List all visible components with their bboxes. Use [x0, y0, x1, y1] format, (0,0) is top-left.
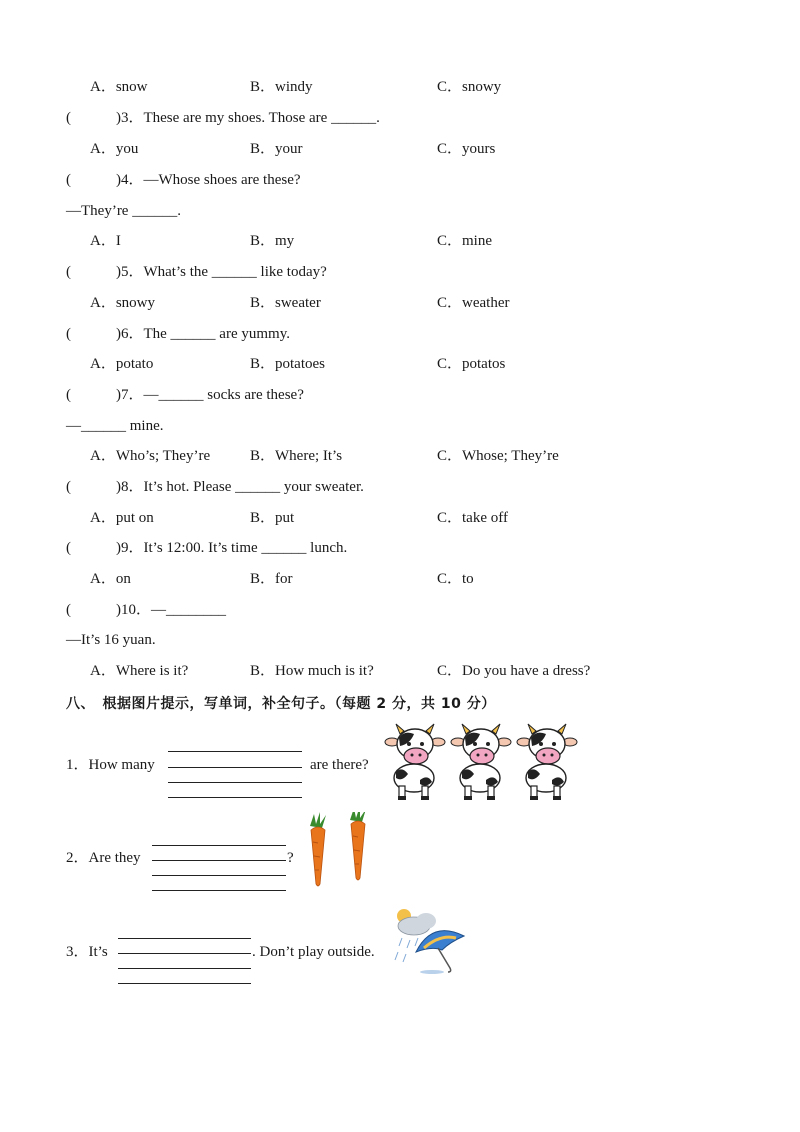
option-a: A．Who’s; They’re	[90, 448, 211, 464]
option-c: C．snowy	[437, 79, 502, 95]
option-c: C．to	[437, 571, 474, 587]
cow-icon	[517, 724, 577, 800]
writing-line[interactable]	[152, 890, 286, 891]
option-b: B．my	[250, 233, 295, 249]
writing-line[interactable]	[168, 767, 302, 768]
option-c: C．weather	[437, 295, 510, 311]
option-b: B．your	[250, 141, 303, 157]
option-b: B．put	[250, 510, 295, 526]
option-b: B．How much is it?	[250, 663, 374, 679]
option-a: A．on	[90, 571, 131, 587]
fill-item-1-suffix: are there?	[310, 757, 369, 773]
option-b: B．for	[250, 571, 293, 587]
carrots-picture	[302, 812, 374, 890]
writing-line[interactable]	[168, 797, 302, 798]
rain-icon	[395, 938, 418, 962]
umbrella-icon	[416, 931, 464, 972]
option-c: C．potatos	[437, 356, 506, 372]
question-stem-10: ( )10．—________	[66, 602, 226, 618]
option-a: A．I	[90, 233, 121, 249]
option-a: A．snow	[90, 79, 148, 95]
writing-line[interactable]	[118, 953, 251, 954]
section-heading: 八、 根据图片提示，写单词，补全句子。（每题 2 分，共 10 分）	[66, 696, 496, 712]
carrot-icon	[310, 812, 326, 886]
writing-line[interactable]	[168, 751, 302, 752]
question-answer-line-4: —They’re ______.	[66, 203, 181, 219]
rainy-umbrella-picture	[390, 906, 468, 978]
question-stem-7: ( )7．—______ socks are these?	[66, 387, 304, 403]
option-c: C．mine	[437, 233, 492, 249]
option-c: C．Whose; They’re	[437, 448, 559, 464]
writing-line[interactable]	[118, 968, 251, 969]
writing-line[interactable]	[118, 983, 251, 984]
question-answer-line-10: —It’s 16 yuan.	[66, 632, 156, 648]
writing-line[interactable]	[118, 938, 251, 939]
option-b: B．potatoes	[250, 356, 325, 372]
writing-line[interactable]	[152, 875, 286, 876]
fill-item-2-prefix: 2．Are they	[66, 850, 141, 866]
question-stem-9: ( )9．It’s 12:00. It’s time ______ lunch.	[66, 540, 348, 556]
option-a: A．potato	[90, 356, 154, 372]
option-c: C．yours	[437, 141, 496, 157]
cow-icon	[385, 724, 445, 800]
cows-picture	[384, 720, 584, 802]
fill-item-1-prefix: 1．How many	[66, 757, 155, 773]
question-stem-5: ( )5．What’s the ______ like today?	[66, 264, 327, 280]
question-stem-8: ( )8．It’s hot. Please ______ your sweater.	[66, 479, 364, 495]
option-c: C．Do you have a dress?	[437, 663, 591, 679]
question-answer-line-7: —______ mine.	[66, 418, 164, 434]
question-stem-3: ( )3．These are my shoes. Those are ______.	[66, 110, 380, 126]
fill-item-3-prefix: 3．It’s	[66, 944, 108, 960]
fill-item-3-suffix: . Don’t play outside.	[252, 944, 375, 960]
writing-line[interactable]	[152, 845, 286, 846]
question-stem-6: ( )6．The ______ are yummy.	[66, 326, 290, 342]
option-a: A．snowy	[90, 295, 156, 311]
carrot-icon	[350, 812, 366, 880]
option-a: A．Where is it?	[90, 663, 189, 679]
option-b: B．sweater	[250, 295, 321, 311]
cow-icon	[451, 724, 511, 800]
question-stem-4: ( )4．—Whose shoes are these?	[66, 172, 301, 188]
fill-item-2-suffix: ?	[287, 850, 294, 866]
option-c: C．take off	[437, 510, 508, 526]
option-a: A．put on	[90, 510, 154, 526]
option-b: B．Where; It’s	[250, 448, 343, 464]
option-a: A．you	[90, 141, 139, 157]
writing-line[interactable]	[168, 782, 302, 783]
option-b: B．windy	[250, 79, 313, 95]
writing-line[interactable]	[152, 860, 286, 861]
